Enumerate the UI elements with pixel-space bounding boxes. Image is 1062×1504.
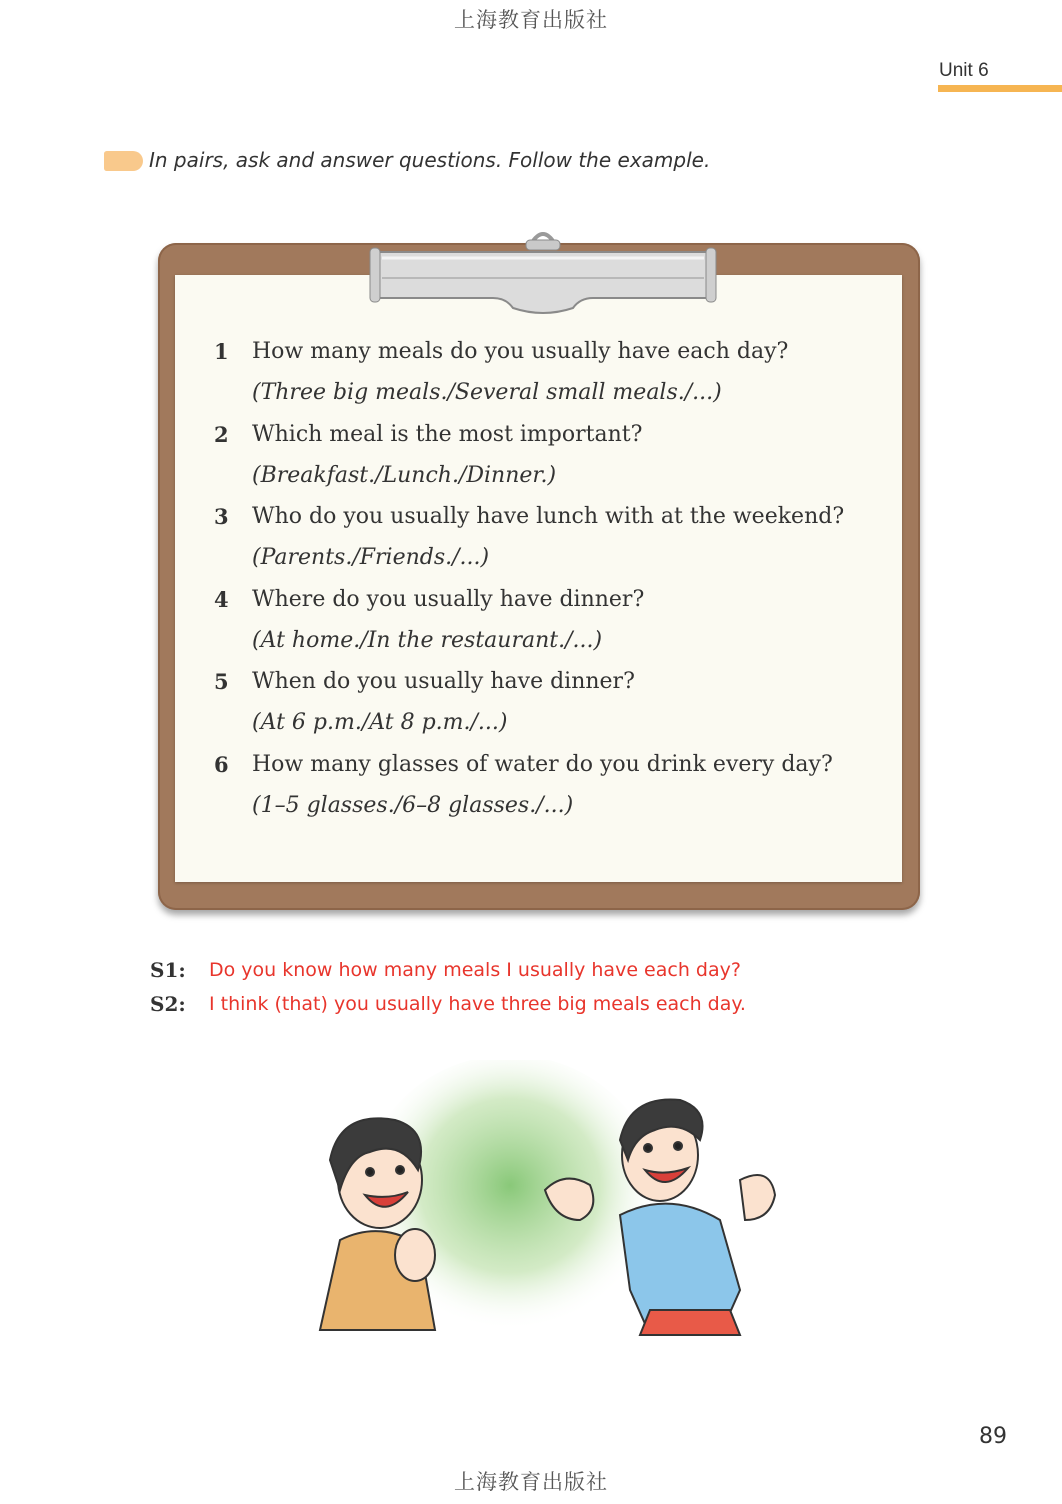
unit-label: Unit 6 xyxy=(939,60,989,81)
list-item xyxy=(210,752,870,835)
question-number: 2 xyxy=(214,421,229,447)
unit-accent-bar xyxy=(938,85,1062,92)
two-students-illustration xyxy=(300,1060,800,1350)
list-item xyxy=(210,504,870,587)
question-answers: (Parents./Friends./...) xyxy=(252,545,490,570)
question-text: Which meal is the most important? xyxy=(252,421,643,447)
speaker-label: S1: xyxy=(150,958,186,982)
question-number: 6 xyxy=(214,751,229,777)
question-answers: (Three big meals./Several small meals./...) xyxy=(252,380,722,405)
clipboard-clip-icon xyxy=(368,222,718,322)
instruction-text: In pairs, ask and answer questions. Follow the example. xyxy=(149,148,711,172)
question-answers: (At home./In the restaurant./...) xyxy=(252,627,603,653)
list-item xyxy=(210,339,870,422)
question-answers: (At 6 p.m./At 8 p.m./...) xyxy=(252,710,508,735)
dialogue-text: Do you know how many meals I usually have each day? xyxy=(209,959,741,981)
speaker-label: S2: xyxy=(150,992,186,1016)
dialogue-text: I think (that) you usually have three big meals each day. xyxy=(209,993,746,1015)
question-text: How many meals do you usually have each day? xyxy=(252,339,789,364)
publisher-footer: 上海教育出版社 xyxy=(454,1470,608,1494)
list-item xyxy=(210,669,870,752)
question-number: 3 xyxy=(214,504,229,529)
question-answers: (1–5 glasses./6–8 glasses./...) xyxy=(252,792,574,818)
publisher-header: 上海教育出版社 xyxy=(454,8,608,32)
question-text: How many glasses of water do you drink every day? xyxy=(252,751,833,777)
question-number: 5 xyxy=(214,669,229,694)
question-list xyxy=(210,339,870,834)
list-item xyxy=(210,587,870,670)
list-item xyxy=(210,422,870,505)
question-number: 1 xyxy=(214,339,229,364)
question-number: 4 xyxy=(214,586,229,612)
question-text: When do you usually have dinner? xyxy=(252,669,635,694)
question-text: Who do you usually have lunch with at the weekend? xyxy=(252,504,845,529)
instruction-marker-icon xyxy=(104,151,143,171)
page-number: 89 xyxy=(979,1424,1007,1449)
question-answers: (Breakfast./Lunch./Dinner.) xyxy=(252,462,557,488)
question-text: Where do you usually have dinner? xyxy=(252,586,645,612)
